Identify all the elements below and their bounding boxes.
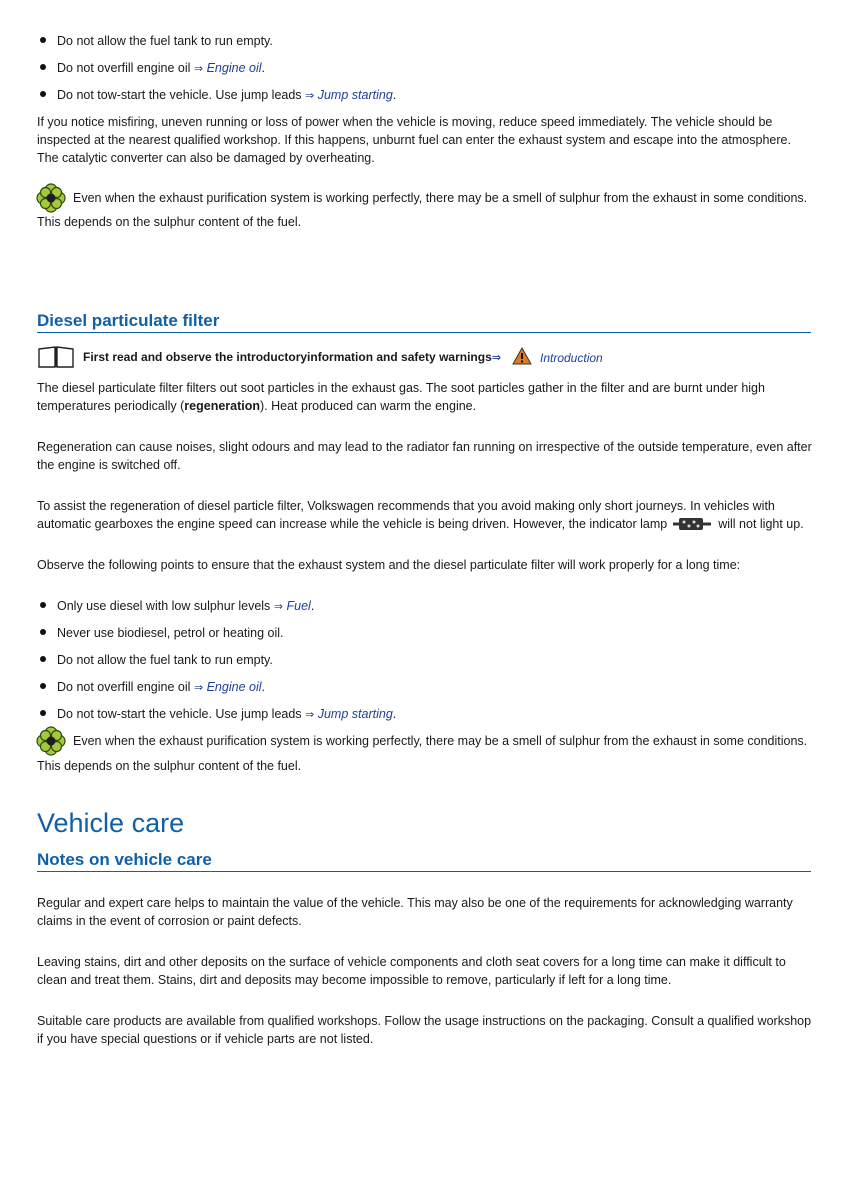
tip-line-1: Even when the exhaust purification system is working perfectly, there may be a smell of sulphur from the exhaust in some conditions. [73, 734, 808, 748]
arrow-icon: ⇒ [491, 352, 501, 364]
link-engine-oil[interactable]: Engine oil [206, 680, 262, 694]
environment-tip [37, 189, 812, 207]
bullet-icon [40, 37, 46, 43]
warning-icon [512, 347, 532, 365]
bullet-suffix: . [261, 680, 265, 694]
bullet-icon [40, 91, 46, 97]
dpf-p1-text-end: ). Heat produced can warm the engine. [260, 399, 477, 413]
dpf-p3-text-end: will not light up. [718, 517, 804, 531]
link-jump-starting[interactable]: Jump starting [317, 88, 393, 102]
misfire-paragraph: If you notice misfiring, uneven running or loss of power when the vehicle is moving, reduce speed immediately. The vehicle should be inspected at the nearest qualified workshop. If this happens, unburnt fuel can enter the exhaust system and escape into the atmosphere. The catalytic converter can also be damaged by overheating. [37, 115, 791, 165]
care-paragraph-2: Leaving stains, dirt and other deposits on the surface of vehicle components and cloth seat covers for a long time can make it difficult to clean and treat them. Stains, dirt and deposits may become impossible to remove, particularly if left for a long time. [37, 955, 786, 987]
read-first-label: First read and observe the introductoryinformation and safety warnings [83, 350, 492, 364]
arrow-icon: ⇒ [273, 601, 283, 613]
bullet-suffix: . [392, 707, 397, 721]
tip-line-2: This depends on the sulphur content of the fuel. [37, 215, 302, 229]
care-paragraph-3: Suitable care products are available from qualified workshops. Follow the usage instructions on the packaging. Consult a qualified workshop if you have special questions or if vehicle parts are not listed. [37, 1014, 812, 1046]
link-introduction[interactable]: Introduction [540, 351, 603, 365]
arrow-icon: ⇒ [193, 682, 204, 694]
dpf-p3-text: automatic gearboxes the engine speed can increase while the vehicle is being driven. However, the indicator lamp [37, 517, 668, 531]
section-heading-notes: Notes on vehicle care [37, 850, 811, 872]
care-paragraph-1: Regular and expert care helps to maintain the value of the vehicle. This may also be one of the requirements for acknowledging warranty claims in the event of corrosion or paint defects. [37, 896, 793, 928]
link-engine-oil[interactable]: Engine oil [206, 61, 262, 75]
bullet-suffix: . [310, 599, 315, 613]
bullet-text: Do not allow the fuel tank to run empty. [57, 34, 273, 48]
bullet-icon [40, 656, 46, 662]
bullet-text: Do not allow the fuel tank to run empty. [57, 653, 273, 667]
dpf-paragraph-2: Regeneration can cause noises, slight odours and may lead to the radiator fan running on irrespective of the outside temperature, even after the engine is switched off. [37, 440, 812, 472]
dpf-paragraph-3-line-1: To assist the regeneration of diesel particle filter, Volkswagen recommends that you avoid making only short journeys. In vehicles with [37, 499, 775, 513]
read-first-notice [37, 345, 637, 369]
section-heading-dpf: Diesel particulate filter [37, 311, 811, 333]
bullet-text: Do not overfill engine oil [57, 61, 194, 75]
bullet-text: Never use biodiesel, petrol or heating oil. [57, 626, 284, 640]
arrow-icon: ⇒ [305, 90, 315, 102]
dpf-paragraph-4: Observe the following points to ensure that the exhaust system and the diesel particulate filter will work properly for a long time: [37, 558, 741, 572]
bullet-icon [40, 629, 46, 635]
regeneration-term: regeneration [184, 399, 261, 413]
bullet-suffix: . [261, 61, 265, 75]
chapter-title: Vehicle care [37, 808, 185, 838]
bullet-text: Do not overfill engine oil [57, 680, 194, 694]
dpf-p1-text: The diesel particulate filter filters out soot particles in the exhaust gas. The soot particles gather in the filter and are burnt under high temperatures periodically ( [37, 381, 765, 413]
tip-line-1: Even when the exhaust purification system is working perfectly, there may be a smell of sulphur from the exhaust in some conditions. [73, 191, 808, 205]
arrow-icon: ⇒ [305, 709, 315, 721]
bullet-text: Only use diesel with low sulphur levels [57, 599, 274, 613]
bullet-icon [40, 602, 46, 608]
particulate-filter-lamp-icon [673, 516, 713, 532]
bullet-icon [40, 64, 46, 70]
tip-line-2: This depends on the sulphur content of the fuel. [37, 759, 302, 773]
arrow-icon: ⇒ [193, 63, 204, 75]
bullet-text: Do not tow-start the vehicle. Use jump leads [57, 88, 306, 102]
bullet-suffix: . [392, 88, 397, 102]
bullet-icon [40, 710, 46, 716]
dpf-paragraph-3-line-2 [37, 515, 812, 533]
bullet-text: Do not tow-start the vehicle. Use jump leads [57, 707, 306, 721]
environment-tip [37, 732, 812, 750]
book-icon [37, 345, 75, 369]
link-fuel[interactable]: Fuel [286, 599, 311, 613]
bullet-icon [40, 683, 46, 689]
link-jump-starting[interactable]: Jump starting [317, 707, 393, 721]
dpf-paragraph-1 [37, 379, 812, 415]
